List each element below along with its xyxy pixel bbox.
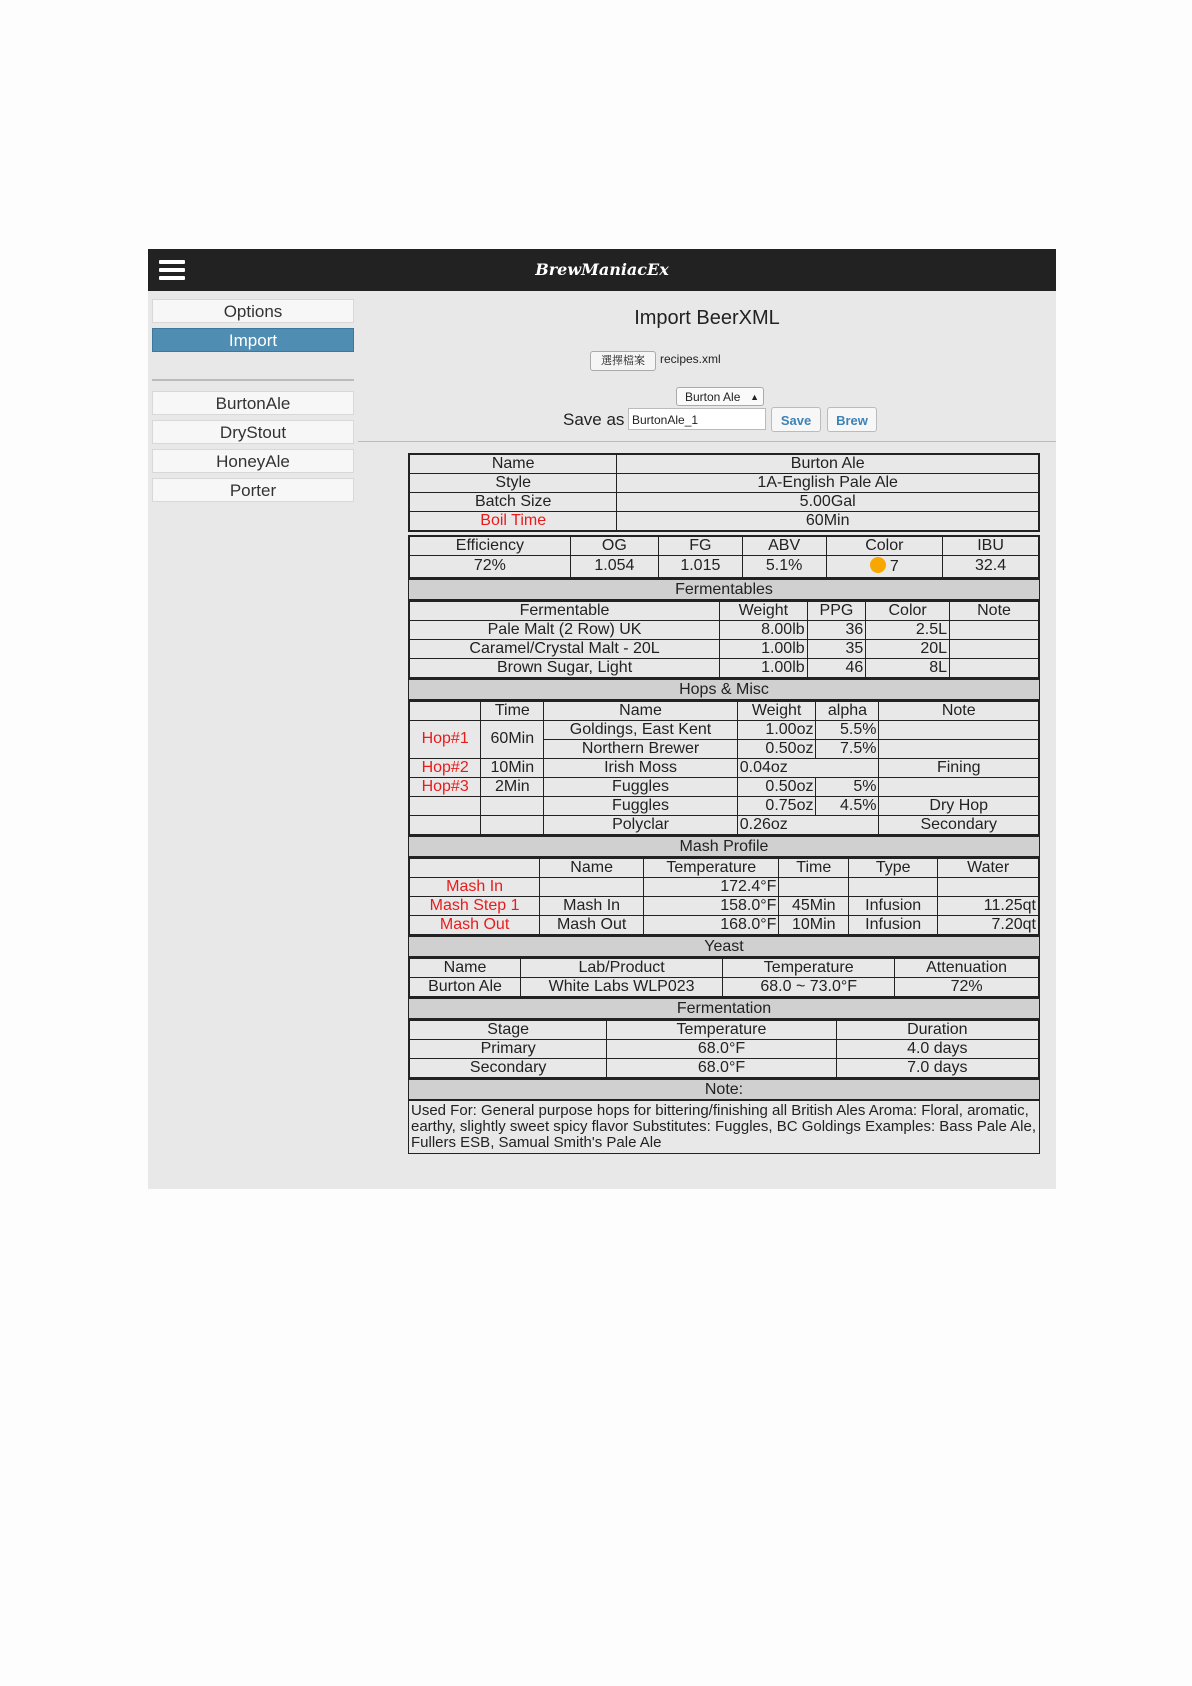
mash-time: [779, 877, 849, 896]
table-row: [409, 620, 1039, 639]
ferm-name: Pale Malt (2 Row) UK: [409, 620, 720, 639]
yeast-header: Lab/Product: [521, 958, 723, 978]
ferm-weight: 1.00lb: [720, 639, 808, 658]
hop-name: Fuggles: [544, 777, 737, 796]
recipe-select-value: Burton Ale: [685, 390, 741, 404]
table-row: [409, 796, 1039, 815]
name-label: Name: [409, 454, 617, 474]
hop-weight: 0.50oz: [737, 739, 816, 758]
mash-water: 7.20qt: [938, 915, 1039, 935]
ferm-ppg: 36: [807, 620, 866, 639]
ferment-stage: Primary: [409, 1039, 607, 1058]
recipe-select[interactable]: [676, 387, 764, 406]
hop-header: alpha: [816, 701, 879, 721]
recipe-name: Burton Ale: [617, 454, 1039, 474]
ferment-temp: 68.0°F: [607, 1039, 836, 1058]
hops-section-title: Hops & Misc: [408, 679, 1040, 700]
mash-header: Time: [779, 858, 849, 878]
recipe-style: 1A-English Pale Ale: [617, 474, 1039, 493]
hop-name: Polyclar: [544, 815, 737, 835]
ferm-header: PPG: [807, 601, 866, 621]
mash-step-label: Mash Step 1: [409, 896, 540, 915]
hop-weight: 1.00oz: [737, 720, 816, 739]
sidebar-item-drystout[interactable]: DryStout: [152, 420, 354, 444]
ferm-header: Color: [866, 601, 950, 621]
stat-header: Color: [826, 536, 943, 556]
ibu-value: 32.4: [943, 556, 1039, 578]
ferm-ppg: 46: [807, 658, 866, 678]
sidebar-item-options[interactable]: Options: [152, 299, 354, 323]
stat-header: OG: [570, 536, 658, 556]
hop-alpha: 5%: [816, 777, 879, 796]
abv-value: 5.1%: [742, 556, 826, 578]
fermentation-table: [408, 1019, 1040, 1079]
hop1-time: 60Min: [481, 720, 544, 758]
mash-step-label: Mash In: [409, 877, 540, 896]
save-as-input[interactable]: BurtonAle_1: [628, 408, 766, 430]
main-divider: [358, 441, 1056, 442]
mash-temp: 172.4°F: [644, 877, 779, 896]
hop-note: Secondary: [879, 815, 1039, 835]
color-swatch-icon: [870, 557, 886, 573]
hop-header: Name: [544, 701, 737, 721]
ferm-note: [950, 658, 1039, 678]
choose-file-button[interactable]: 選擇檔案: [590, 351, 656, 371]
save-as-label: Save as: [563, 410, 625, 429]
style-label: Style: [409, 474, 617, 493]
empty-cell: [409, 815, 481, 835]
empty-cell: [481, 815, 544, 835]
recipe-note: Used For: General purpose hops for bittering/finishing all British Ales Aroma: Floral, aromatic, earthy, slightly sweet spicy flavor Substitutes: Fuggles, BC Goldings Examples: Bass Pale Ale, Fullers ESB, Samual Smith's Pale Ale: [408, 1100, 1040, 1154]
yeast-table: [408, 957, 1040, 998]
sidebar: [148, 291, 358, 1189]
batch-size-label: Batch Size: [409, 493, 617, 512]
brew-button[interactable]: Brew: [827, 407, 877, 432]
stat-header: IBU: [943, 536, 1039, 556]
hop1-label: Hop#1: [409, 720, 481, 758]
hop3-time: 2Min: [481, 777, 544, 796]
yeast-header: Temperature: [723, 958, 895, 978]
hop2-time: 10Min: [481, 758, 544, 777]
ferm-name: Brown Sugar, Light: [409, 658, 720, 678]
hop-note: Fining: [879, 758, 1039, 777]
ferm-color: 20L: [866, 639, 950, 658]
mash-header: [409, 858, 540, 878]
hop-weight: 0.50oz: [737, 777, 816, 796]
yeast-temp: 68.0 ~ 73.0°F: [723, 977, 895, 997]
color-cell: [826, 556, 943, 578]
ferm-name: Caramel/Crystal Malt - 20L: [409, 639, 720, 658]
stat-header: ABV: [742, 536, 826, 556]
table-row: [409, 1058, 1039, 1078]
hop-weight: 0.75oz: [737, 796, 816, 815]
ferment-temp: 68.0°F: [607, 1058, 836, 1078]
app-window: [148, 249, 1056, 1189]
stat-header: Efficiency: [409, 536, 570, 556]
hop-alpha: [816, 815, 879, 835]
mash-step-label: Mash Out: [409, 915, 540, 935]
color-value: 7: [889, 557, 899, 575]
ferm-weight: 1.00lb: [720, 658, 808, 678]
fermentables-table: [408, 600, 1040, 679]
ferm-note: [950, 639, 1039, 658]
hops-table: [408, 700, 1040, 836]
mash-time: 45Min: [779, 896, 849, 915]
table-row: [409, 815, 1039, 835]
yeast-name: Burton Ale: [409, 977, 521, 997]
ferment-header: Temperature: [607, 1020, 836, 1040]
table-row: [409, 720, 1039, 739]
mash-temp: 168.0°F: [644, 915, 779, 935]
mash-step-name: Mash Out: [540, 915, 644, 935]
mash-table: [408, 857, 1040, 936]
table-row: [409, 639, 1039, 658]
yeast-header: Attenuation: [895, 958, 1039, 978]
yeast-header: Name: [409, 958, 521, 978]
table-row: [409, 1039, 1039, 1058]
main-panel: [358, 291, 1056, 1189]
mash-water: [938, 877, 1039, 896]
ferm-ppg: 35: [807, 639, 866, 658]
fg-value: 1.015: [658, 556, 742, 578]
selected-file-name: recipes.xml: [660, 352, 721, 366]
mash-header: Name: [540, 858, 644, 878]
table-row: [409, 658, 1039, 678]
hop-note: [879, 739, 1039, 758]
hop-header: Note: [879, 701, 1039, 721]
table-row: [409, 877, 1039, 896]
mash-header: Temperature: [644, 858, 779, 878]
hop-name: Fuggles: [544, 796, 737, 815]
fermentation-section-title: Fermentation: [408, 998, 1040, 1019]
ferm-header: Fermentable: [409, 601, 720, 621]
ferm-header: Note: [950, 601, 1039, 621]
table-row: [409, 977, 1039, 997]
ferm-weight: 8.00lb: [720, 620, 808, 639]
sidebar-item-import[interactable]: Import: [152, 328, 354, 352]
stat-header: FG: [658, 536, 742, 556]
batch-size: 5.00Gal: [617, 493, 1039, 512]
sidebar-item-porter[interactable]: Porter: [152, 478, 354, 502]
note-section-title: Note:: [408, 1079, 1040, 1100]
table-row: [409, 758, 1039, 777]
sidebar-divider: [152, 379, 354, 381]
ferm-color: 8L: [866, 658, 950, 678]
ferm-header: Weight: [720, 601, 808, 621]
mash-header: Water: [938, 858, 1039, 878]
yeast-section-title: Yeast: [408, 936, 1040, 957]
fermentables-section-title: Fermentables: [408, 579, 1040, 600]
table-row: [409, 915, 1039, 935]
mash-header: Type: [849, 858, 938, 878]
hop3-label: Hop#3: [409, 777, 481, 796]
mash-step-name: [540, 877, 644, 896]
table-row: [409, 896, 1039, 915]
hop-alpha: 7.5%: [816, 739, 879, 758]
hop-alpha: 5.5%: [816, 720, 879, 739]
boil-time: 60Min: [617, 512, 1039, 532]
mash-type: Infusion: [849, 896, 938, 915]
empty-cell: [409, 796, 481, 815]
mash-temp: 158.0°F: [644, 896, 779, 915]
table-row: [409, 777, 1039, 796]
hop-header: Time: [481, 701, 544, 721]
app-title: BrewManiacEx: [535, 260, 669, 279]
ferment-header: Stage: [409, 1020, 607, 1040]
hop-header: [409, 701, 481, 721]
mash-step-name: Mash In: [540, 896, 644, 915]
hop-name: Northern Brewer: [544, 739, 737, 758]
recipe-detail: [408, 453, 1040, 1154]
sidebar-item-honeyale[interactable]: HoneyAle: [152, 449, 354, 473]
hop-note: [879, 777, 1039, 796]
hop-header: Weight: [737, 701, 816, 721]
og-value: 1.054: [570, 556, 658, 578]
hop-alpha: [816, 758, 879, 777]
hop2-label: Hop#2: [409, 758, 481, 777]
hop-name: Irish Moss: [544, 758, 737, 777]
ferment-duration: 4.0 days: [836, 1039, 1039, 1058]
summary-table: [408, 453, 1040, 532]
yeast-lab: White Labs WLP023: [521, 977, 723, 997]
page-title: Import BeerXML: [634, 307, 780, 329]
yeast-attenuation: 72%: [895, 977, 1039, 997]
hop-weight: 0.26oz: [737, 815, 816, 835]
empty-cell: [481, 796, 544, 815]
boil-time-label: Boil Time: [409, 512, 617, 532]
efficiency-value: 72%: [409, 556, 570, 578]
mash-time: 10Min: [779, 915, 849, 935]
hop-weight: 0.04oz: [737, 758, 816, 777]
ferment-duration: 7.0 days: [836, 1058, 1039, 1078]
hop-note: Dry Hop: [879, 796, 1039, 815]
hop-name: Goldings, East Kent: [544, 720, 737, 739]
stats-table: [408, 535, 1040, 579]
mash-type: [849, 877, 938, 896]
sidebar-item-burtonale[interactable]: BurtonAle: [152, 391, 354, 415]
hop-alpha: 4.5%: [816, 796, 879, 815]
mash-type: Infusion: [849, 915, 938, 935]
save-button[interactable]: Save: [771, 407, 821, 432]
ferm-note: [950, 620, 1039, 639]
top-bar: [148, 249, 1056, 291]
mash-water: 11.25qt: [938, 896, 1039, 915]
hop-note: [879, 720, 1039, 739]
select-arrows-icon: ▲: [750, 392, 759, 402]
mash-section-title: Mash Profile: [408, 836, 1040, 857]
ferm-color: 2.5L: [866, 620, 950, 639]
ferment-header: Duration: [836, 1020, 1039, 1040]
ferment-stage: Secondary: [409, 1058, 607, 1078]
